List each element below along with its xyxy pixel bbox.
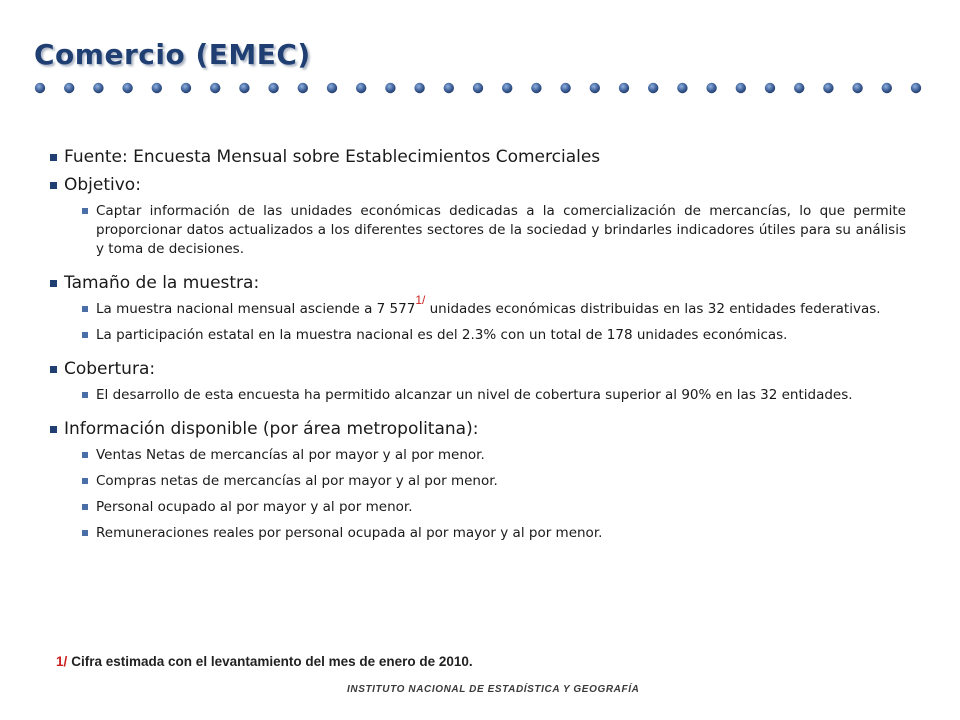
divider-dot (560, 83, 570, 93)
dotted-divider (30, 78, 940, 98)
info-item-remuneraciones: Remuneraciones reales por personal ocupada al por mayor y al por menor. (82, 524, 906, 543)
bullet-objetivo: Objetivo: (50, 174, 906, 196)
divider-dot (414, 83, 424, 93)
objetivo-text: Captar información de las unidades económicas dedicadas a la comercialización de mercancías, lo que permite proporcionar datos actualizados a los diferentes sectores de la sociedad y brindarles indicadores útiles para su análisis y toma de decisiones. (82, 202, 906, 259)
cobertura-text: El desarrollo de esta encuesta ha permitido alcanzar un nivel de cobertura superior al 90% en las 32 entidades. (82, 386, 906, 405)
divider-dot (765, 83, 775, 93)
divider-dot (327, 83, 337, 93)
institution-footer: INSTITUTO NACIONAL DE ESTADÍSTICA Y GEOGRAFÍA (347, 684, 640, 695)
divider-dot (268, 83, 278, 93)
divider-dot (93, 83, 103, 93)
divider-dot (648, 83, 658, 93)
divider-dot (706, 83, 716, 93)
divider-dot (736, 83, 746, 93)
divider-dot (531, 83, 541, 93)
bullet-tamano: Tamaño de la muestra: (50, 272, 906, 294)
info-item-personal: Personal ocupado al por mayor y al por menor. (82, 498, 906, 517)
divider-dot (181, 83, 191, 93)
muestra-text (82, 293, 906, 319)
footnote (56, 654, 473, 669)
divider-dot (210, 83, 220, 93)
content-list (50, 146, 906, 550)
divider-dot (882, 83, 892, 93)
divider-dot (152, 83, 162, 93)
divider-dot (239, 83, 249, 93)
page-title: Comercio (EMEC) (34, 38, 311, 71)
info-item-ventas: Ventas Netas de mercancías al por mayor y al por menor. (82, 446, 906, 465)
info-item-compras: Compras netas de mercancías al por mayor y al por menor. (82, 472, 906, 491)
divider-dot (823, 83, 833, 93)
bullet-cobertura: Cobertura: (50, 358, 906, 380)
divider-dot (444, 83, 454, 93)
footnote-mark: 1/ (56, 654, 68, 669)
divider-dot (502, 83, 512, 93)
divider-dot (619, 83, 629, 93)
divider-dot (911, 83, 921, 93)
footnote-text: Cifra estimada con el levantamiento del mes de enero de 2010. (71, 654, 473, 669)
footnote-ref: 1/ (415, 293, 426, 307)
muestra-text-a: La muestra nacional mensual asciende a 7 577 (96, 301, 416, 317)
divider-dot (64, 83, 74, 93)
divider-dot (677, 83, 687, 93)
muestra-text-b: unidades económicas distribuidas en las 32 entidades federativas. (425, 301, 881, 317)
divider-dot (122, 83, 132, 93)
divider-dot (852, 83, 862, 93)
divider-dot (298, 83, 308, 93)
bullet-fuente: Fuente: Encuesta Mensual sobre Establecimientos Comerciales (50, 146, 906, 168)
divider-dot (35, 83, 45, 93)
divider-dot (356, 83, 366, 93)
divider-dot (794, 83, 804, 93)
divider-dot (473, 83, 483, 93)
divider-dot (590, 83, 600, 93)
bullet-info: Información disponible (por área metropolitana): (50, 418, 906, 440)
participacion-text: La participación estatal en la muestra nacional es del 2.3% con un total de 178 unidades económicas. (82, 326, 906, 345)
divider-dot (385, 83, 395, 93)
